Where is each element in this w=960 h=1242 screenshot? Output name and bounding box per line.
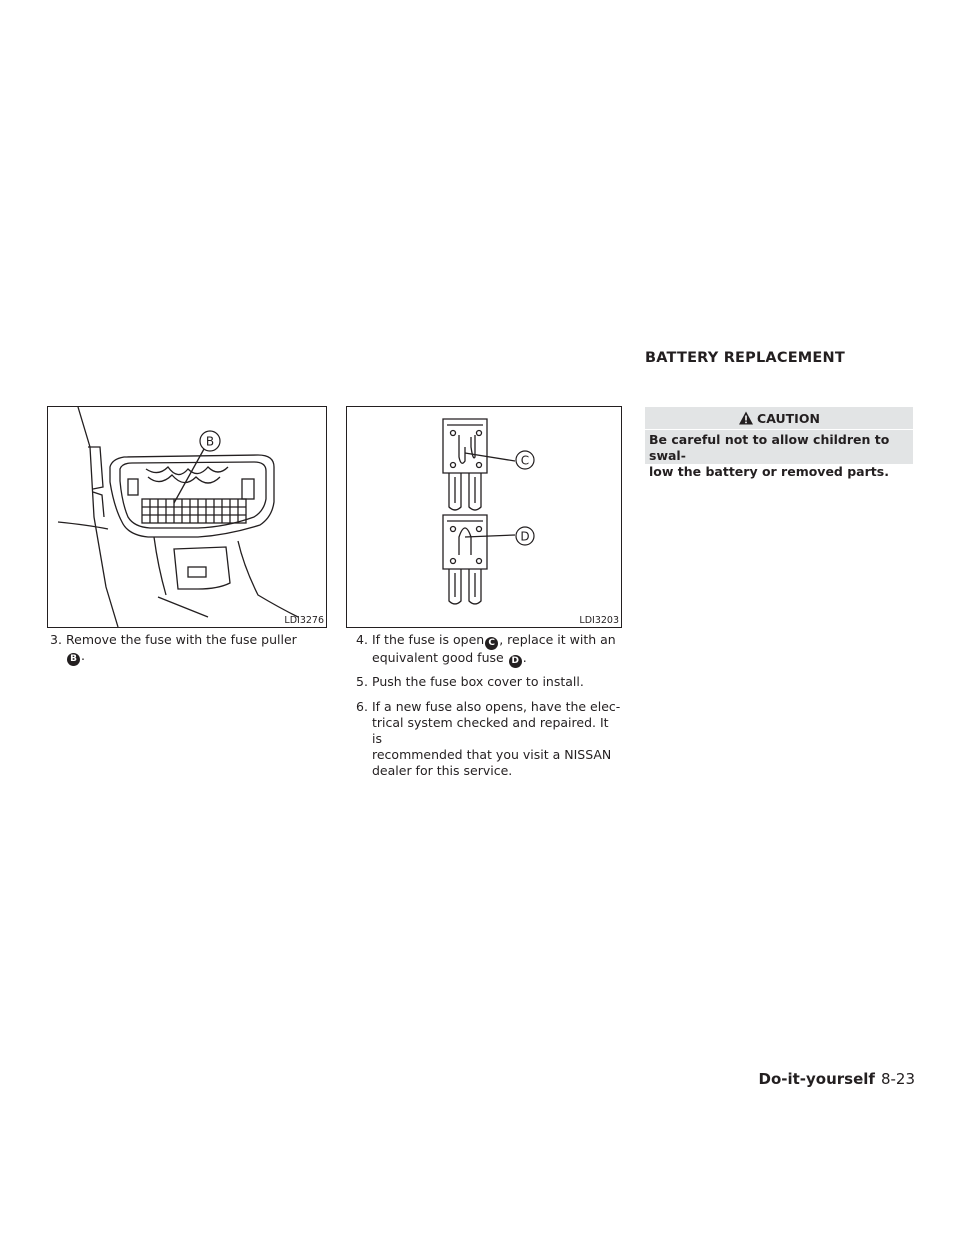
page-number: 8-23: [880, 1070, 915, 1088]
figure-fuses: [346, 406, 622, 628]
step-text: Remove the fuse with the fuse puller: [66, 632, 297, 647]
footer-section: Do-it-yourself: [758, 1070, 875, 1088]
step-number: 3.: [50, 632, 62, 647]
step-5: [356, 674, 622, 690]
callout-b: B: [205, 434, 215, 449]
figure-code: LDI3276: [284, 615, 324, 626]
callout-b-badge: B: [67, 653, 80, 666]
fuses-illustration: [347, 407, 621, 627]
step-text: equivalent good fuse: [372, 650, 504, 665]
step-text: dealer for this service.: [372, 763, 513, 778]
figure-fuse-box: [47, 406, 327, 628]
section-heading: BATTERY REPLACEMENT: [645, 350, 845, 366]
step-3: [50, 632, 328, 666]
step-text: trical system checked and repaired. It is: [372, 715, 609, 746]
step-text: , replace it with an: [499, 632, 616, 647]
fuse-box-illustration: [48, 407, 326, 627]
step-text: recommended that you visit a NISSAN: [372, 747, 612, 762]
caution-text: Be careful not to allow children to swal-: [649, 432, 890, 463]
caution-body: [645, 430, 913, 479]
step-6: [356, 699, 622, 779]
step-4: [356, 632, 622, 668]
callout-c: C: [520, 453, 530, 468]
step-text: Push the fuse box cover to install.: [372, 674, 584, 689]
step-text-tail: .: [81, 648, 85, 663]
callout-d-badge: D: [509, 655, 522, 668]
step-text: If the fuse is open: [372, 632, 485, 647]
callout-d: D: [520, 529, 530, 544]
caution-header: [645, 407, 913, 429]
callout-c-badge: C: [485, 637, 498, 650]
step-number: 6.: [356, 699, 368, 714]
page-footer: [759, 1070, 916, 1088]
warning-icon: [738, 410, 754, 426]
caution-text: low the battery or removed parts.: [649, 464, 889, 479]
caution-title: CAUTION: [757, 410, 820, 426]
step-text-tail: .: [522, 650, 527, 665]
step-number: 5.: [356, 674, 368, 689]
figure-code: LDI3203: [579, 615, 619, 626]
step-number: 4.: [356, 632, 368, 647]
step-text: If a new fuse also opens, have the elec-: [372, 699, 621, 714]
